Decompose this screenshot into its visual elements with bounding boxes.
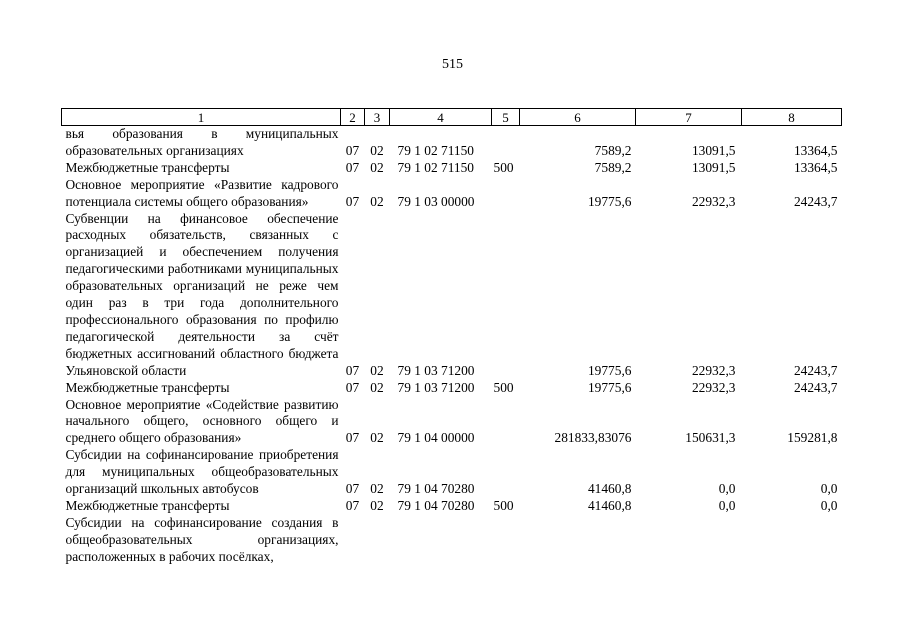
cell-target-code: 79 1 02 71150 [397, 142, 474, 158]
page-number: 515 [442, 57, 463, 72]
cell-amount-col6: 41460,8 [587, 481, 632, 497]
cell-amount-col6: 7589,2 [594, 142, 632, 158]
cell-amount-col6: 7589,2 [594, 159, 632, 175]
cell-target-code: 79 1 03 71200 [397, 362, 475, 378]
cell-subsection: 02 [370, 142, 384, 158]
cell-section: 07 [345, 159, 360, 175]
cell-section: 07 [345, 481, 360, 497]
row-description: Субсидии на софинансирование приобретения для муниципальных общеобразовательных организаций школьных автобусов [65, 447, 339, 497]
cell-amount-col8: 13364,5 [793, 159, 838, 175]
cell-section: 07 [345, 362, 360, 378]
row-description: Субвенции на финансовое обеспечение расходных обязательств, связанных с организацией и обеспечением получения педагогическими работниками муниципальных образовательных организаций не реже чем один раз в три года дополнительного профессионального образования по профилю педагогической деятельности за счёт бюджетных ассигнований областного бюджета Ульяновской области [65, 210, 339, 378]
cell-target-code [390, 515, 492, 566]
cell-amount-col6: 19775,6 [587, 379, 632, 395]
cell-amount-col6: 19775,6 [587, 193, 632, 209]
cell-expense-type [492, 177, 520, 211]
row-description: вья образования в муниципальных образовательных организациях [65, 126, 339, 158]
cell-expense-type: 500 [493, 159, 514, 175]
table-row [62, 380, 842, 397]
cell-amount-col6: 19775,6 [587, 362, 632, 378]
cell-section: 07 [345, 142, 360, 158]
cell-section [341, 515, 365, 566]
cell-expense-type [492, 515, 520, 566]
cell-target-code: 79 1 03 71200 [397, 379, 475, 395]
row-description: Субсидии на софинансирование создания в общеобразовательных организациях, расположенных в рабочих посёлках, [65, 514, 339, 564]
cell-target-code: 79 1 04 00000 [397, 430, 475, 446]
cell-target-code: 79 1 04 70280 [397, 481, 475, 497]
cell-expense-type [492, 447, 520, 498]
column-header: 5 [492, 109, 520, 126]
table-row [62, 211, 842, 380]
column-header: 6 [520, 109, 636, 126]
column-header: 1 [62, 109, 341, 126]
cell-amount-col7: 22932,3 [691, 362, 736, 378]
cell-amount-col8: 24243,7 [793, 362, 838, 378]
cell-expense-type [492, 397, 520, 448]
budget-table [61, 108, 842, 566]
cell-amount-col8: 0,0 [820, 481, 838, 497]
column-header: 8 [742, 109, 842, 126]
cell-amount-col7: 150631,3 [685, 430, 736, 446]
cell-section: 07 [345, 430, 360, 446]
cell-amount-col8: 0,0 [820, 497, 838, 513]
column-header: 7 [636, 109, 742, 126]
cell-subsection: 02 [370, 430, 384, 446]
cell-amount-col7: 13091,5 [691, 142, 736, 158]
cell-amount-col6 [520, 515, 636, 566]
cell-amount-col8: 24243,7 [793, 193, 838, 209]
cell-amount-col8: 24243,7 [793, 379, 838, 395]
row-description: Основное мероприятие «Развитие кадрового потенциала системы общего образования» [65, 176, 339, 209]
table-row [62, 160, 842, 177]
column-header: 4 [390, 109, 492, 126]
table-row [62, 126, 842, 160]
cell-section: 07 [345, 193, 360, 209]
cell-subsection: 02 [370, 497, 384, 513]
cell-subsection: 02 [370, 481, 384, 497]
table-row [62, 498, 842, 515]
cell-section: 07 [345, 497, 360, 513]
column-header: 3 [365, 109, 390, 126]
row-description: Межбюджетные трансферты [65, 379, 230, 395]
cell-target-code: 79 1 02 71150 [397, 159, 474, 175]
row-description: Межбюджетные трансферты [65, 159, 230, 175]
cell-amount-col6: 281833,83076 [554, 430, 632, 446]
row-description: Основное мероприятие «Содействие развитию начального общего, основного общего и среднего общего образования» [65, 396, 339, 446]
cell-amount-col7 [636, 515, 742, 566]
cell-amount-col7: 13091,5 [691, 159, 736, 175]
table-row [62, 515, 842, 566]
cell-amount-col6: 41460,8 [587, 497, 632, 513]
row-description: Межбюджетные трансферты [65, 497, 230, 513]
cell-amount-col8: 159281,8 [787, 430, 838, 446]
cell-target-code: 79 1 04 70280 [397, 497, 475, 513]
table-row [62, 397, 842, 448]
cell-target-code: 79 1 03 00000 [397, 193, 475, 209]
cell-expense-type: 500 [493, 497, 514, 513]
table-row [62, 177, 842, 211]
cell-amount-col7: 0,0 [718, 481, 736, 497]
cell-amount-col8 [742, 515, 842, 566]
cell-subsection [365, 515, 390, 566]
column-header: 2 [341, 109, 365, 126]
cell-amount-col7: 22932,3 [691, 193, 736, 209]
cell-amount-col7: 22932,3 [691, 379, 736, 395]
cell-subsection: 02 [370, 159, 384, 175]
column-header-row [62, 109, 842, 126]
cell-expense-type [492, 126, 520, 160]
cell-subsection: 02 [370, 379, 384, 395]
cell-amount-col8: 13364,5 [793, 142, 838, 158]
cell-subsection: 02 [370, 362, 384, 378]
table-row [62, 447, 842, 498]
cell-expense-type: 500 [493, 379, 514, 395]
cell-amount-col7: 0,0 [718, 497, 736, 513]
cell-subsection: 02 [370, 193, 384, 209]
cell-expense-type [492, 211, 520, 380]
cell-section: 07 [345, 379, 360, 395]
